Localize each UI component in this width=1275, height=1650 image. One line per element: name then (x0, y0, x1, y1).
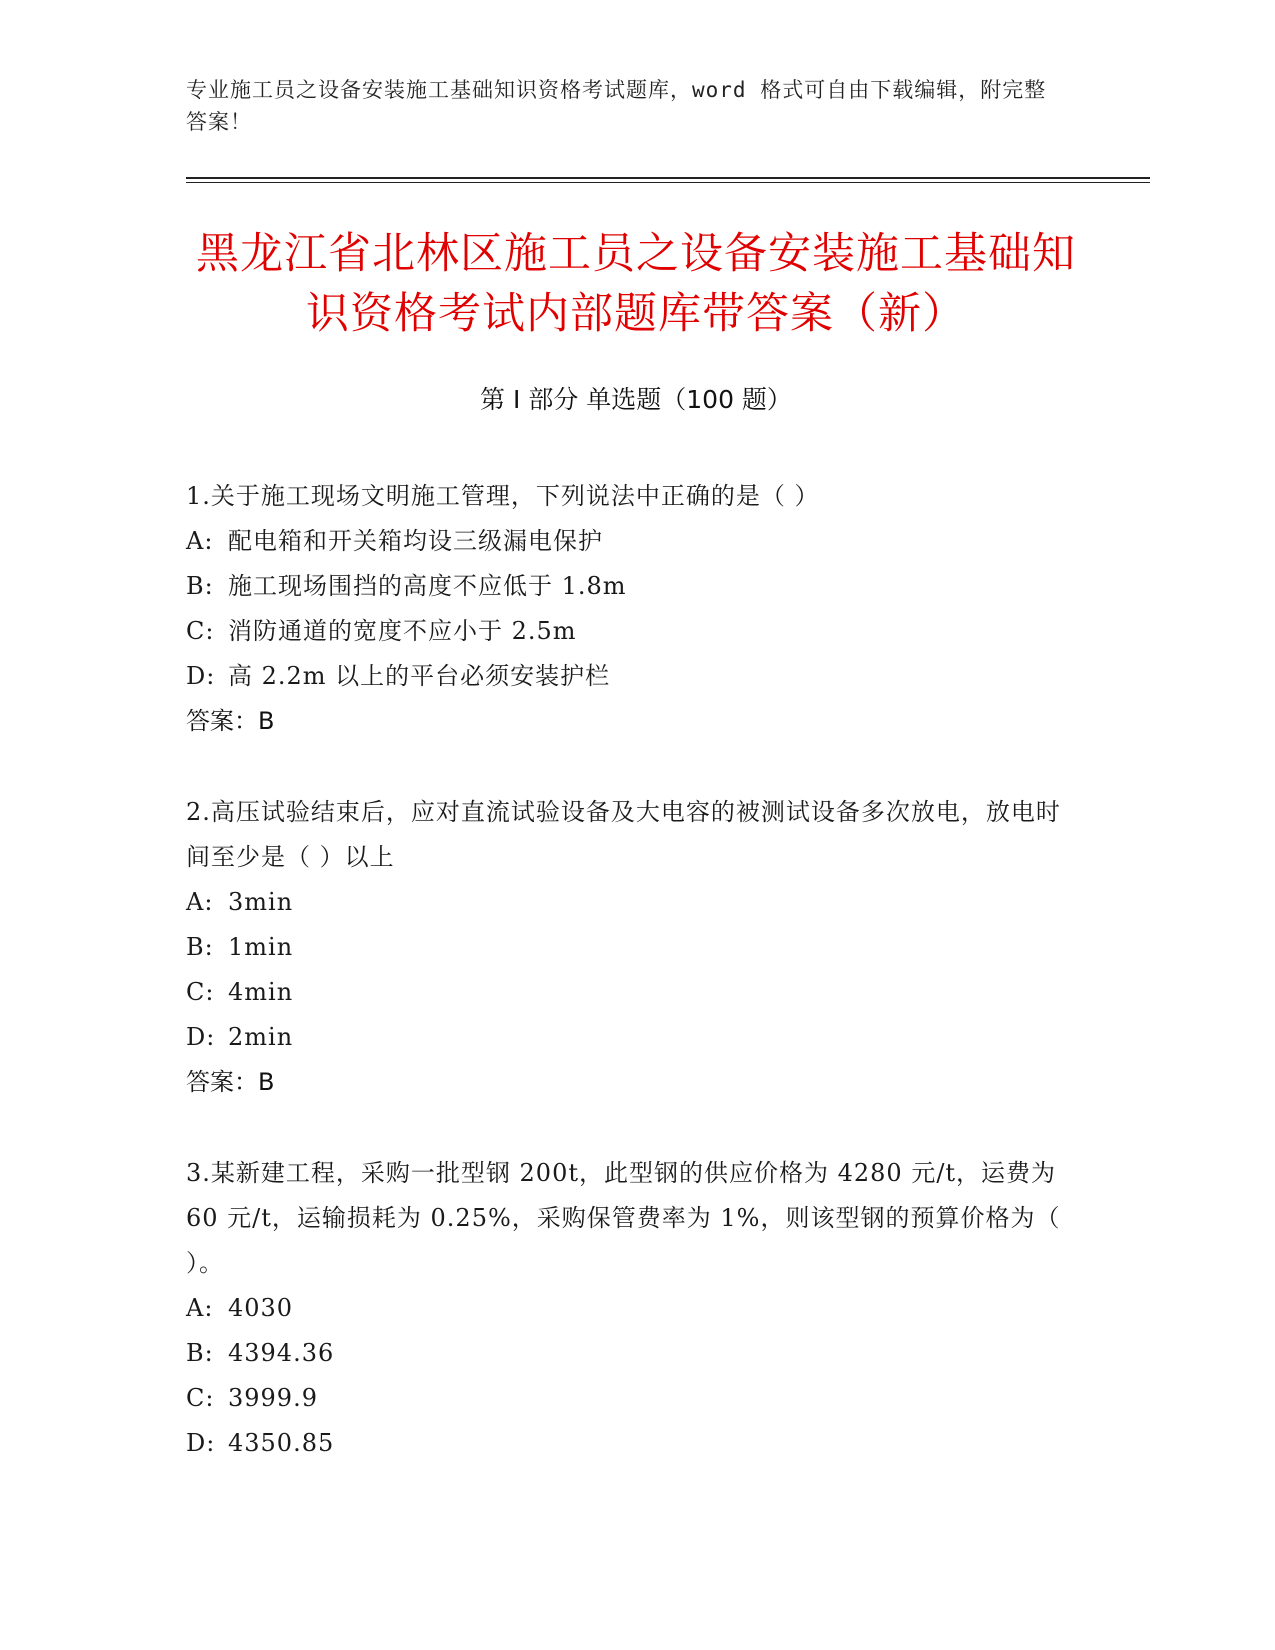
option-letter: C: (186, 1384, 215, 1412)
document-title: 黑龙江省北林区施工员之设备安装施工基础知识资格考试内部题库带答案（新） (196, 229, 1076, 339)
option-text: 4350.85 (228, 1429, 335, 1457)
option-text: 施工现场围挡的高度不应低于 1.8m (228, 572, 627, 600)
option-text: 1min (228, 933, 294, 961)
option-letter: A: (186, 888, 214, 916)
question-stem: 3.某新建工程，采购一批型钢 200t，此型钢的供应价格为 4280 元/t，运费为 60 元/t，运输损耗为 0.25%，采购保管费率为 1%，则该型钢的预算价格为（ ）。 (186, 1159, 1061, 1277)
header-note: 专业施工员之设备安装施工基础知识资格考试题库，word 格式可自由下载编辑，附完整答案！ (186, 78, 1047, 134)
option-a (186, 519, 1066, 564)
option-text: 3min (228, 888, 294, 916)
option-a (186, 1286, 1066, 1331)
option-letter: B: (186, 572, 214, 600)
option-text: 4394.36 (228, 1339, 335, 1367)
option-d (186, 1015, 1066, 1060)
question-list (186, 474, 1066, 1512)
option-letter: C: (186, 978, 215, 1006)
option-b (186, 1331, 1066, 1376)
option-text: 4030 (228, 1294, 294, 1322)
option-d (186, 654, 1066, 699)
option-letter: C: (186, 617, 215, 645)
option-c (186, 970, 1066, 1015)
question-stem: 2.高压试验结束后，应对直流试验设备及大电容的被测试设备多次放电，放电时间至少是（ ）以上 (186, 798, 1061, 871)
option-c (186, 1376, 1066, 1421)
option-text: 4min (228, 978, 294, 1006)
answer-line: 答案：B (186, 707, 275, 735)
option-a (186, 880, 1066, 925)
option-letter: D: (186, 662, 216, 690)
option-b (186, 564, 1066, 609)
header-divider-thin (186, 182, 1150, 183)
option-letter: B: (186, 933, 214, 961)
answer-line: 答案：B (186, 1068, 275, 1096)
question-2 (186, 790, 1066, 1105)
option-letter: A: (186, 1294, 214, 1322)
option-text: 消防通道的宽度不应小于 2.5m (228, 617, 577, 645)
option-letter: D: (186, 1023, 216, 1051)
question-1 (186, 474, 1066, 744)
option-c (186, 609, 1066, 654)
question-stem: 1.关于施工现场文明施工管理，下列说法中正确的是（ ） (186, 482, 820, 510)
option-text: 2min (228, 1023, 294, 1051)
option-letter: D: (186, 1429, 216, 1457)
option-b (186, 925, 1066, 970)
question-3 (186, 1151, 1066, 1466)
option-d (186, 1421, 1066, 1466)
option-text: 高 2.2m 以上的平台必须安装护栏 (228, 662, 611, 690)
option-text: 3999.9 (228, 1384, 318, 1412)
header-divider (186, 177, 1150, 179)
section-heading: 第 I 部分 单选题（100 题） (480, 385, 792, 414)
option-text: 配电箱和开关箱均设三级漏电保护 (228, 527, 603, 555)
option-letter: B: (186, 1339, 214, 1367)
option-letter: A: (186, 527, 214, 555)
